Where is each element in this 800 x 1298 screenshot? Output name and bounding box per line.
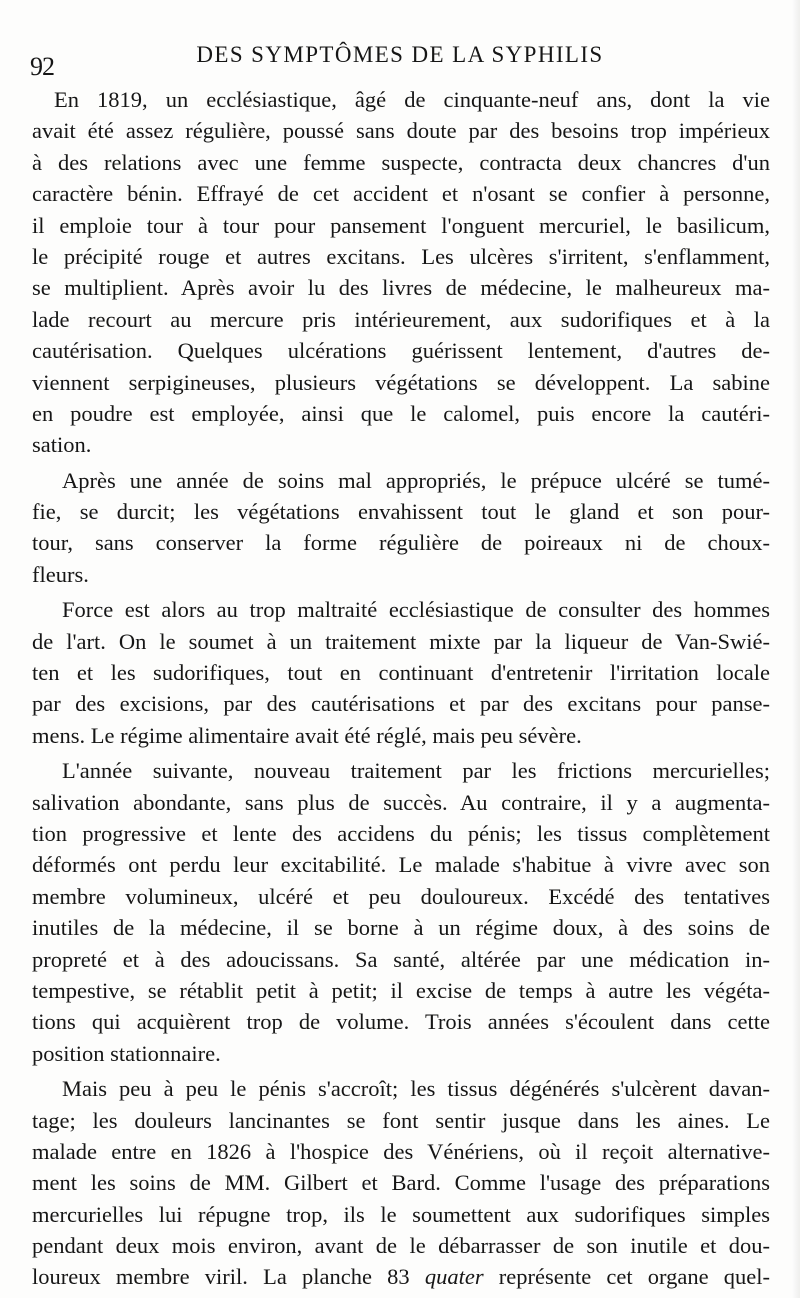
page-edge-shadow <box>792 0 800 1298</box>
text-line: il emploie tour à tour pour pansement l'onguent mercuriel, le basilicum, <box>32 212 770 238</box>
text-line: pendant deux mois environ, avant de le débarrasser de son inutile et dou- <box>32 1233 770 1259</box>
text-line: fie, se durcit; les végétations envahissent tout le gland et son pour- <box>32 499 770 525</box>
text-line: mercurielles lui répugne trop, ils le soumettent aux sudorifiques simples <box>32 1201 770 1227</box>
text-line: salivation abondante, sans plus de succès. Au contraire, il y a augmenta- <box>32 789 770 815</box>
text-line: ten et les sudorifiques, tout en continuant d'entretenir l'irritation locale <box>32 660 770 686</box>
text-line: en poudre est employée, ainsi que le calomel, puis encore la cautéri- <box>32 400 770 426</box>
text-line: à des relations avec une femme suspecte, contracta deux chancres d'un <box>32 149 770 175</box>
text-line: de l'art. On le soumet à un traitement mixte par la liqueur de Van-Swié- <box>32 628 770 654</box>
text-line: tour, sans conserver la forme régulière de poireaux ni de choux- <box>32 530 770 556</box>
text-line: tempestive, se rétablit petit à petit; il excise de temps à autre les végéta- <box>32 977 770 1003</box>
text-line: ment les soins de MM. Gilbert et Bard. Comme l'usage des préparations <box>32 1170 770 1196</box>
text-line: fleurs. <box>32 561 89 587</box>
text-line: L'année suivante, nouveau traitement par les frictions mercurielles; <box>62 758 770 784</box>
text-line: avait été assez régulière, poussé sans doute par des besoins trop impérieux <box>32 118 770 144</box>
text-line: Mais peu à peu le pénis s'accroît; les tissus dégénérés s'ulcèrent davan- <box>62 1076 770 1102</box>
text-line: déformés ont perdu leur excitabilité. Le malade s'habitue à vivre avec son <box>32 852 770 878</box>
text-line: caractère bénin. Effrayé de cet accident et n'osant se confier à personne, <box>32 181 770 207</box>
italic-word: quater <box>424 1264 484 1290</box>
text-line: malade entre en 1826 à l'hospice des Vénériens, où il reçoit alternative- <box>32 1138 770 1164</box>
text-line: position stationnaire. <box>32 1040 221 1066</box>
paragraph-3 <box>32 594 770 751</box>
paragraph-5 <box>32 1073 770 1293</box>
page-number: 92 <box>30 52 54 81</box>
text-line: inutiles de la médecine, il se borne à un régime doux, à des soins de <box>32 915 770 941</box>
text-line: Force est alors au trop maltraité ecclésiastique de consulter des hommes <box>62 597 770 623</box>
text-line: tage; les douleurs lancinantes se font sentir jusque dans les aines. Le <box>32 1107 770 1133</box>
text-line: par des excisions, par des cautérisations et par des excitans pour panse- <box>32 691 770 717</box>
running-title: DES SYMPTÔMES DE LA SYPHILIS <box>196 42 604 67</box>
text-line: En 1819, un ecclésiastique, âgé de cinquante-neuf ans, dont la vie <box>54 87 770 112</box>
text-line: cautérisation. Quelques ulcérations guérissent lentement, d'autres de- <box>32 338 770 364</box>
text-line: viennent serpigineuses, plusieurs végétations se développent. La sabine <box>32 369 770 395</box>
text-line: le précipité rouge et autres excitans. Les ulcères s'irritent, s'enflamment, <box>32 243 770 269</box>
text-line: tions qui acquièrent trop de volume. Trois années s'écoulent dans cette <box>32 1009 770 1035</box>
text-segment: loureux membre viril. La planche 83 <box>32 1264 425 1290</box>
text-line: sation. <box>32 432 92 458</box>
paragraph-2 <box>32 465 770 591</box>
text-line: membre volumineux, ulcéré et peu douloureux. Excédé des tentatives <box>32 883 770 909</box>
paragraph-4 <box>32 755 770 1069</box>
text-segment: représente cet organe quel- <box>483 1264 771 1290</box>
text-line: Après une année de soins mal appropriés, le prépuce ulcéré se tumé- <box>62 467 770 493</box>
text-line <box>32 1261 770 1292</box>
paragraph-1 <box>32 84 770 461</box>
text-line: mens. Le régime alimentaire avait été réglé, mais peu sévère. <box>32 722 582 748</box>
text-line: se multiplient. Après avoir lu des livres de médecine, le malheureux ma- <box>32 275 770 301</box>
text-line: propreté et à des adoucissans. Sa santé, altérée par une médication in- <box>32 946 770 972</box>
text-line: lade recourt au mercure pris intérieurement, aux sudorifiques et à la <box>32 306 770 332</box>
text-line: tion progressive et lente des accidens du pénis; les tissus complètement <box>32 820 770 846</box>
body-text <box>32 84 770 1293</box>
